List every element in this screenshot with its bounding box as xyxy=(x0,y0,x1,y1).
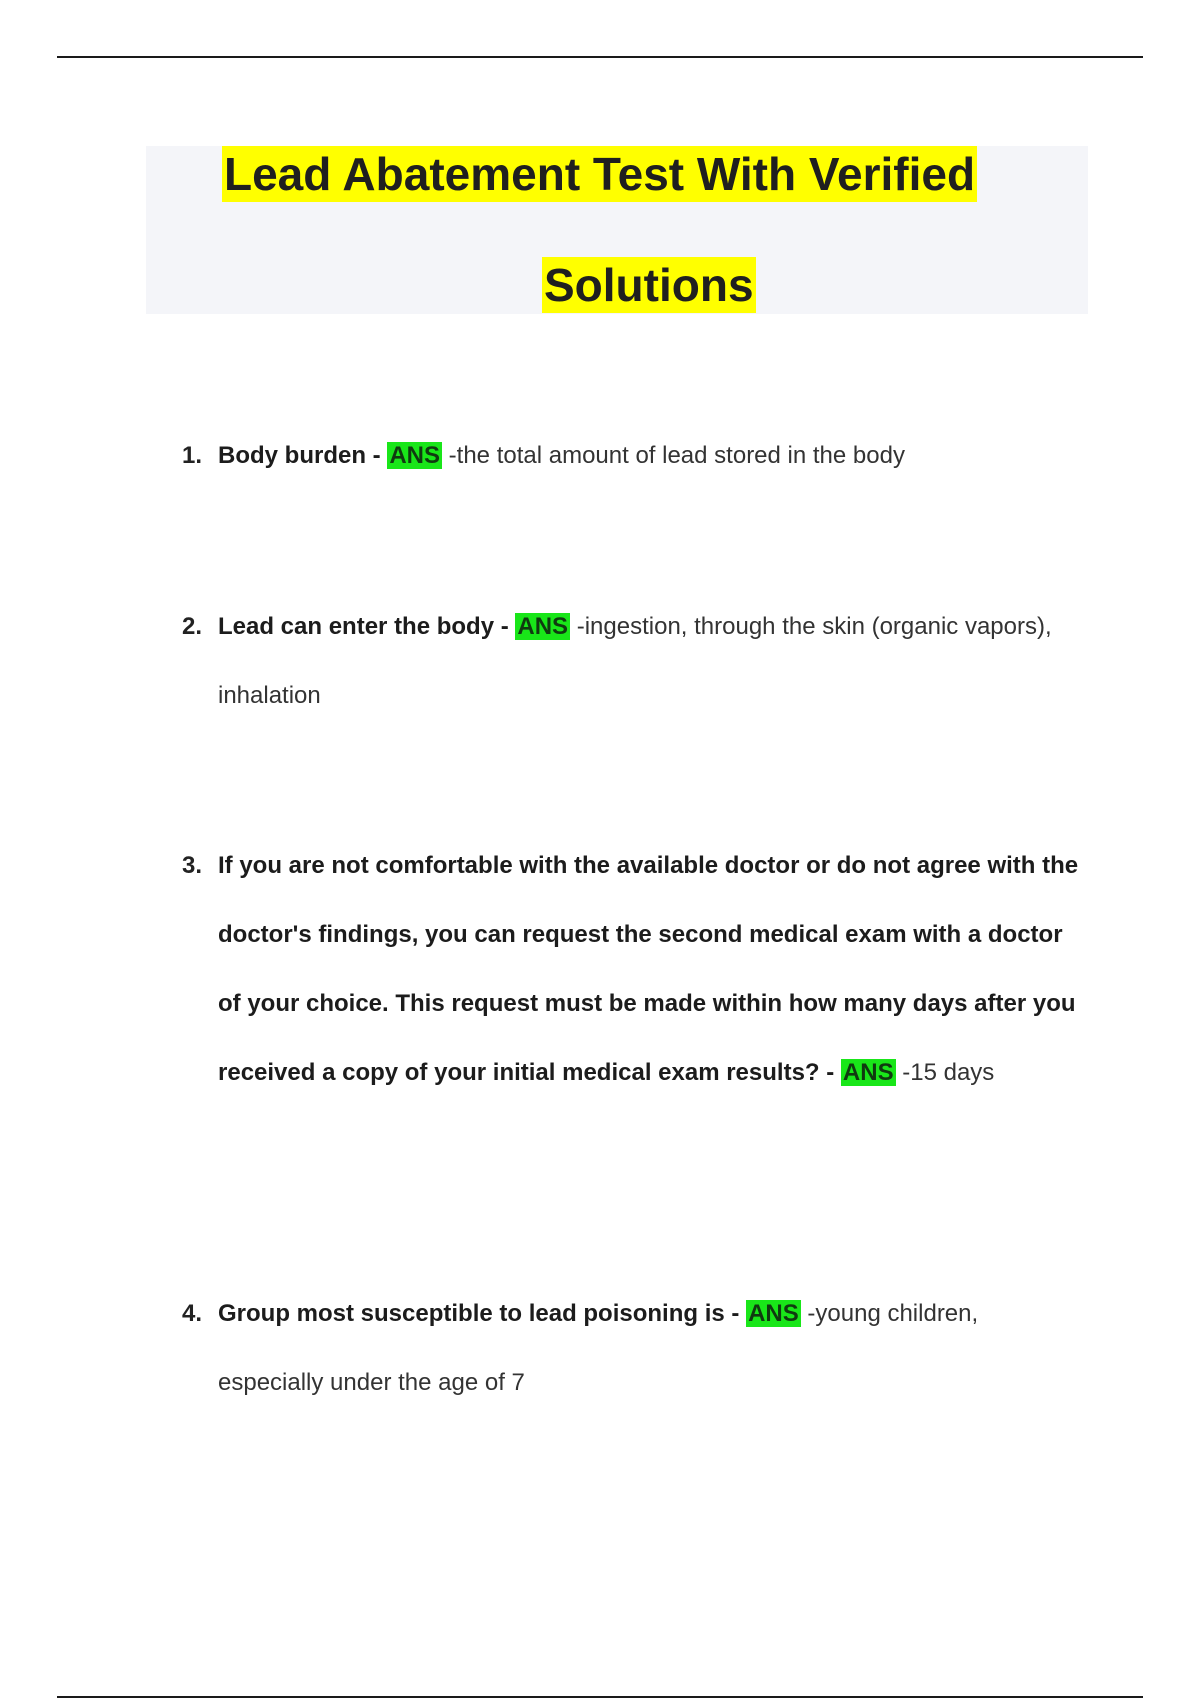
bottom-rule xyxy=(57,1696,1143,1698)
question-item-2 xyxy=(182,592,1082,730)
document-title-line-1: Lead Abatement Test With Verified xyxy=(224,148,976,200)
answer-text: -15 days xyxy=(902,1059,995,1086)
answer-marker: ANS xyxy=(517,613,569,640)
item-number: 3. xyxy=(182,852,203,879)
question-item-3 xyxy=(182,831,1082,1107)
answer-marker: ANS xyxy=(748,1300,799,1327)
answer-text: -young children, especially under the age of 7 xyxy=(218,1300,979,1396)
question-item-4 xyxy=(182,1279,1082,1417)
top-rule xyxy=(57,56,1143,58)
answer-marker: ANS xyxy=(389,442,440,469)
question-text: Lead can enter the body - xyxy=(218,613,509,640)
answer-text: -the total amount of lead stored in the body xyxy=(448,442,905,469)
answer-marker: ANS xyxy=(842,1059,894,1086)
item-number: 1. xyxy=(182,442,203,469)
question-text: Group most susceptible to lead poisoning is - xyxy=(218,1300,740,1327)
answer-text: -ingestion, through the skin (organic vapors), inhalation xyxy=(218,613,1052,709)
item-number: 2. xyxy=(182,613,203,640)
question-text: Body burden - xyxy=(218,442,381,469)
item-number: 4. xyxy=(182,1300,203,1327)
question-text: If you are not comfortable with the available doctor or do not agree with the doctor's findings, you can request the second medical exam with a doctor of your choice. This request must be made within how many days after you received a copy of your initial medical exam results? - xyxy=(218,852,1079,1086)
question-item-1 xyxy=(182,421,1082,490)
document-title-line-2: Solutions xyxy=(544,259,754,311)
